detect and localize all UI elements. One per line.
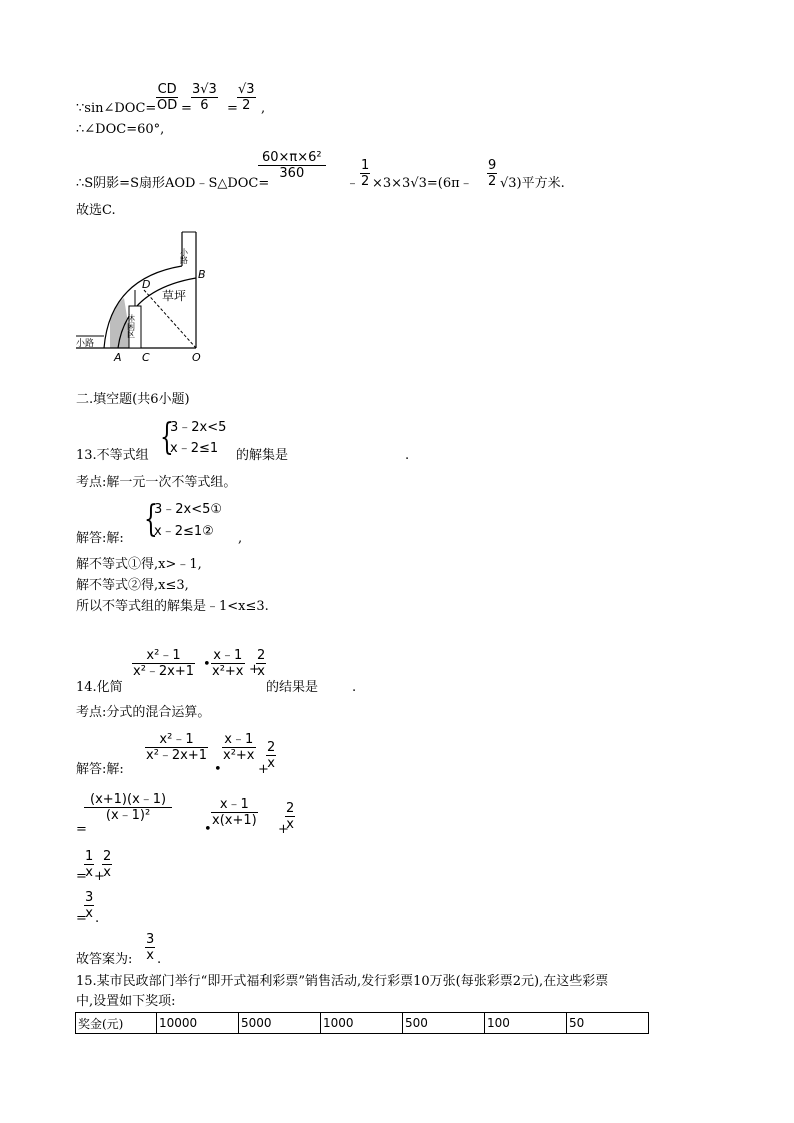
fraction-numerator: 60×π×6²	[258, 150, 326, 166]
q13-blank-period: .	[405, 448, 410, 463]
q13-solution-inequality-1: 3﹣2x<5①	[154, 502, 223, 517]
fraction-denominator: 2	[242, 98, 251, 113]
minus-sign: ﹣	[346, 176, 360, 191]
fraction-numerator: 2	[286, 801, 295, 816]
fraction-denominator: x	[257, 664, 265, 679]
fraction-numerator: 2	[257, 648, 266, 663]
fraction-denominator: x²﹣2x+1	[133, 664, 195, 679]
q14-fraction-2	[211, 648, 245, 679]
fraction-denominator: x²﹣2x+1	[146, 748, 208, 763]
sin-line-prefix: ∵sin∠DOC=	[76, 101, 157, 116]
table-cell: 500	[403, 1013, 485, 1034]
plus-sign: +	[249, 662, 260, 677]
q14-fraction-3	[256, 648, 266, 679]
label-lawn: 草坪	[162, 289, 187, 303]
q14-answer-prefix: 故答案为:	[76, 952, 133, 967]
table-row	[76, 1013, 649, 1034]
fraction-numerator: x²﹣1	[145, 732, 208, 748]
label-point-a: A	[114, 351, 122, 364]
q13-knowledge-point: 考点:解一元一次不等式组。	[76, 475, 237, 490]
comma: ,	[238, 531, 243, 546]
fraction-numerator: x﹣1	[211, 648, 245, 664]
q14-blank-period: .	[352, 680, 357, 695]
q14-step2-fraction-1	[84, 792, 172, 823]
plus-sign: +	[278, 822, 289, 837]
q14-step1-fraction-3	[266, 740, 276, 771]
plus-sign: +	[94, 869, 105, 884]
multiplication-expression: ×3×3√3=(6π﹣	[372, 176, 473, 191]
park-diagram-figure	[74, 228, 224, 366]
q14-solution-label: 解答:解:	[76, 762, 124, 777]
fraction-numerator: 1	[361, 158, 370, 173]
multiply-dot: •	[203, 657, 211, 672]
fraction-denominator: 2	[488, 174, 497, 189]
label-point-b: B	[198, 268, 206, 281]
label-road-top: 小路	[179, 248, 189, 264]
fraction-numerator: √3	[238, 82, 255, 97]
q14-step3-fraction-1	[84, 849, 94, 880]
shaded-area-line-prefix: ∴S阴影=S扇形AOD﹣S△DOC=	[76, 176, 270, 191]
plus-sign: +	[258, 762, 269, 777]
table-cell: 100	[485, 1013, 567, 1034]
q14-fraction-1	[132, 648, 195, 679]
period: .	[157, 952, 162, 967]
q14-step2-fraction-3	[285, 801, 295, 832]
fraction-one-half	[360, 158, 370, 189]
q13-step-3: 所以不等式组的解集是﹣1<x≤3.	[76, 599, 269, 614]
q14-number: 14.化简	[76, 680, 123, 695]
fraction-denominator: x(x+1)	[212, 813, 257, 828]
q13-step-2: 解不等式②得,x≤3,	[76, 578, 189, 593]
fraction-sector-area	[258, 150, 326, 181]
fraction-numerator: 9	[488, 158, 497, 173]
q15-line-2: 中,设置如下奖项:	[76, 994, 176, 1009]
fraction-sqrt3-2	[237, 82, 256, 113]
equals-sign: =	[227, 101, 238, 116]
q13-solution-label: 解答:解:	[76, 531, 124, 546]
fraction-numerator: x﹣1	[211, 797, 258, 813]
fraction-numerator: CD	[157, 82, 177, 97]
label-road-left: 小路	[76, 339, 95, 349]
left-brace: {	[160, 417, 174, 458]
comma: ,	[261, 101, 266, 116]
fraction-denominator: x	[103, 865, 111, 880]
table-cell: 10000	[157, 1013, 239, 1034]
label-point-c: C	[142, 351, 150, 364]
fraction-denominator: 2	[361, 174, 370, 189]
fraction-denominator: x	[267, 756, 275, 771]
angle-line: ∴∠DOC=60°,	[76, 122, 165, 137]
multiply-dot: •	[204, 822, 212, 837]
fraction-numerator: 2	[103, 849, 112, 864]
fraction-numerator: x﹣1	[222, 732, 256, 748]
fraction-numerator: 2	[267, 740, 276, 755]
fraction-numerator: x²﹣1	[132, 648, 195, 664]
q13-number: 13.不等式组	[76, 448, 149, 463]
period: .	[95, 911, 100, 926]
table-header-cell: 奖金(元)	[76, 1013, 157, 1034]
fraction-numerator: 3	[85, 890, 94, 905]
q14-suffix: 的结果是	[266, 680, 319, 695]
equals-sign: =	[76, 869, 87, 884]
q14-step1-fraction-2	[222, 732, 256, 763]
fraction-denominator: x	[286, 817, 294, 832]
fraction-3sqrt3-6	[191, 82, 218, 113]
table-cell: 5000	[239, 1013, 321, 1034]
area-result-suffix: √3)平方米.	[500, 176, 565, 191]
fraction-denominator: 6	[200, 98, 209, 113]
fraction-numerator: (x+1)(x﹣1)	[84, 792, 172, 808]
equals-sign: =	[76, 911, 87, 926]
q15-line-1: 15.某市民政部门举行“即开式福利彩票”销售活动,发行彩票10万张(每张彩票2元),在这些彩票	[76, 974, 609, 989]
q13-inequality-2: x﹣2≤1	[170, 441, 219, 456]
fraction-denominator: OD	[157, 98, 178, 113]
answer-choice-c: 故选C.	[76, 203, 116, 218]
fraction-denominator: x²+x	[223, 748, 255, 763]
table-cell: 1000	[321, 1013, 403, 1034]
fraction-numerator: 3	[146, 932, 155, 947]
fraction-denominator: x	[85, 906, 93, 921]
fraction-numerator: 3√3	[192, 82, 217, 97]
fraction-denominator: 360	[279, 166, 305, 181]
q14-step3-fraction-2	[102, 849, 112, 880]
label-point-d: D	[142, 278, 151, 291]
fraction-numerator: 1	[85, 849, 94, 864]
q14-step2-fraction-2	[211, 797, 258, 828]
q14-step4-fraction	[84, 890, 94, 921]
fraction-denominator: (x﹣1)²	[105, 808, 151, 823]
label-point-o: O	[192, 351, 201, 364]
fraction-nine-half	[487, 158, 497, 189]
q14-knowledge-point: 考点:分式的混合运算。	[76, 705, 211, 720]
q14-step1-fraction-1	[145, 732, 208, 763]
fraction-denominator: x	[146, 948, 154, 963]
section-heading: 二.填空题(共6小题)	[76, 392, 190, 407]
q13-step-1: 解不等式①得,x>﹣1,	[76, 557, 202, 572]
equals-sign: =	[181, 101, 192, 116]
fraction-cd-od	[156, 82, 178, 113]
label-rest-area: 休闲区	[126, 314, 136, 338]
q14-answer-fraction	[145, 932, 155, 963]
left-brace: {	[144, 499, 158, 540]
multiply-dot: •	[214, 762, 222, 777]
prize-table	[75, 1012, 649, 1034]
equals-sign: =	[76, 822, 87, 837]
q13-suffix: 的解集是	[236, 448, 289, 463]
q13-inequality-1: 3﹣2x<5	[170, 420, 227, 435]
fraction-denominator: x	[85, 865, 93, 880]
fraction-denominator: x²+x	[212, 664, 244, 679]
table-cell: 50	[567, 1013, 649, 1034]
q13-solution-inequality-2: x﹣2≤1②	[154, 524, 214, 539]
